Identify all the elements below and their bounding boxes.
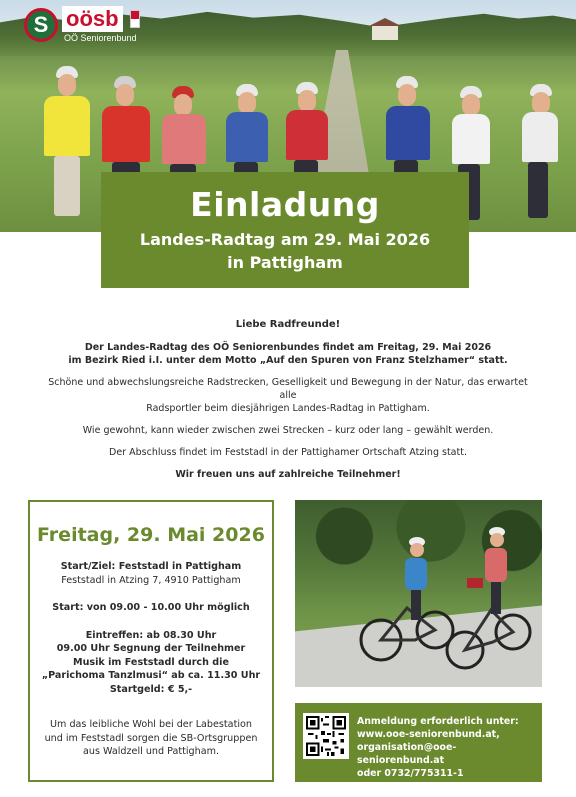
start-time-block (30, 601, 272, 615)
intro-paragraph-2-line-1: Schöne und abwechslungsreiche Radstrecken, Geselligkeit und Bewegung in der Natur, das erwartet alle (48, 377, 528, 401)
title-banner (101, 172, 469, 288)
registration-heading: Anmeldung erforderlich unter: (357, 716, 519, 727)
start-goal: Start/Ziel: Feststadl in Pattigham (60, 561, 242, 572)
qr-code-icon[interactable] (303, 713, 349, 759)
registration-website-link[interactable]: www.ooe-seniorenbund.at, (357, 729, 500, 740)
logo-badge-icon: S (24, 8, 58, 42)
cyclist (36, 62, 96, 232)
catering-line-3: aus Waldzell und Pattigham. (83, 746, 219, 757)
logo-wordmark: oösb (62, 6, 123, 32)
arrival-time: Eintreffen: ab 08.30 Uhr (85, 629, 217, 641)
bicycles-illustration (295, 500, 542, 687)
intro-paragraph-4: Der Abschluss findet im Feststadl in der Pattighamer Ortschaft Atzing statt. (109, 447, 467, 458)
music-line-2: „Parichoma Tanzlmusi“ ab ca. 11.30 Uhr (41, 670, 261, 681)
page-title: Einladung (190, 185, 380, 224)
music-line-1: Musik im Feststadl durch die (73, 656, 229, 668)
farmhouse (372, 26, 398, 40)
registration-email-link[interactable]: organisation@ooe-seniorenbund.at (357, 742, 457, 766)
start-time: Start: von 09.00 - 10.00 Uhr möglich (52, 602, 250, 613)
logo-subtitle: OÖ Seniorenbund (64, 33, 137, 43)
location-block (30, 560, 272, 587)
intro-text (40, 318, 536, 481)
catering-note (38, 718, 264, 759)
oosb-logo (14, 6, 154, 46)
registration-phone[interactable]: oder 0732/775311-1 (357, 768, 464, 779)
registration-box (295, 703, 542, 782)
catering-line-2: und im Feststadl sorgen die SB-Ortsgruppen (44, 732, 258, 744)
event-date: Freitag, 29. Mai 2026 (37, 524, 265, 546)
intro-paragraph-1-line-2: im Bezirk Ried i.I. unter dem Motto „Auf den Spuren von Franz Stelzhamer“ statt. (68, 355, 508, 366)
event-details-box (28, 500, 274, 782)
intro-paragraph-1-line-1: Der Landes-Radtag des OÖ Seniorenbundes findet am Freitag, 29. Mai 2026 (84, 342, 492, 353)
event-location: in Pattigham (227, 253, 343, 272)
closing-line: Wir freuen uns auf zahlreiche Teilnehmer! (175, 469, 401, 480)
intro-paragraph-2-line-2: Radsportler beim diesjährigen Landes-Radtag in Pattigham. (146, 403, 430, 414)
cyclist (518, 80, 562, 232)
entry-fee: Startgeld: € 5,- (109, 683, 193, 695)
greeting: Liebe Radfreunde! (235, 319, 341, 330)
registration-text (357, 715, 542, 780)
address: Feststadl in Atzing 7, 4910 Pattigham (61, 574, 241, 586)
blessing-time: 09.00 Uhr Segnung der Teilnehmer (56, 643, 246, 654)
cyclists-photo (295, 500, 542, 687)
intro-paragraph-2 (40, 376, 536, 415)
event-subtitle: Landes-Radtag am 29. Mai 2026 (139, 230, 431, 249)
schedule-block (30, 629, 272, 697)
catering-line-1: Um das leibliche Wohl bei der Labestation (50, 719, 252, 730)
intro-paragraph-3: Wie gewohnt, kann wieder zwischen zwei Strecken – kurz oder lang – gewählt werden. (82, 425, 494, 436)
austria-flag-icon (130, 10, 140, 28)
intro-paragraph-1 (40, 341, 536, 367)
